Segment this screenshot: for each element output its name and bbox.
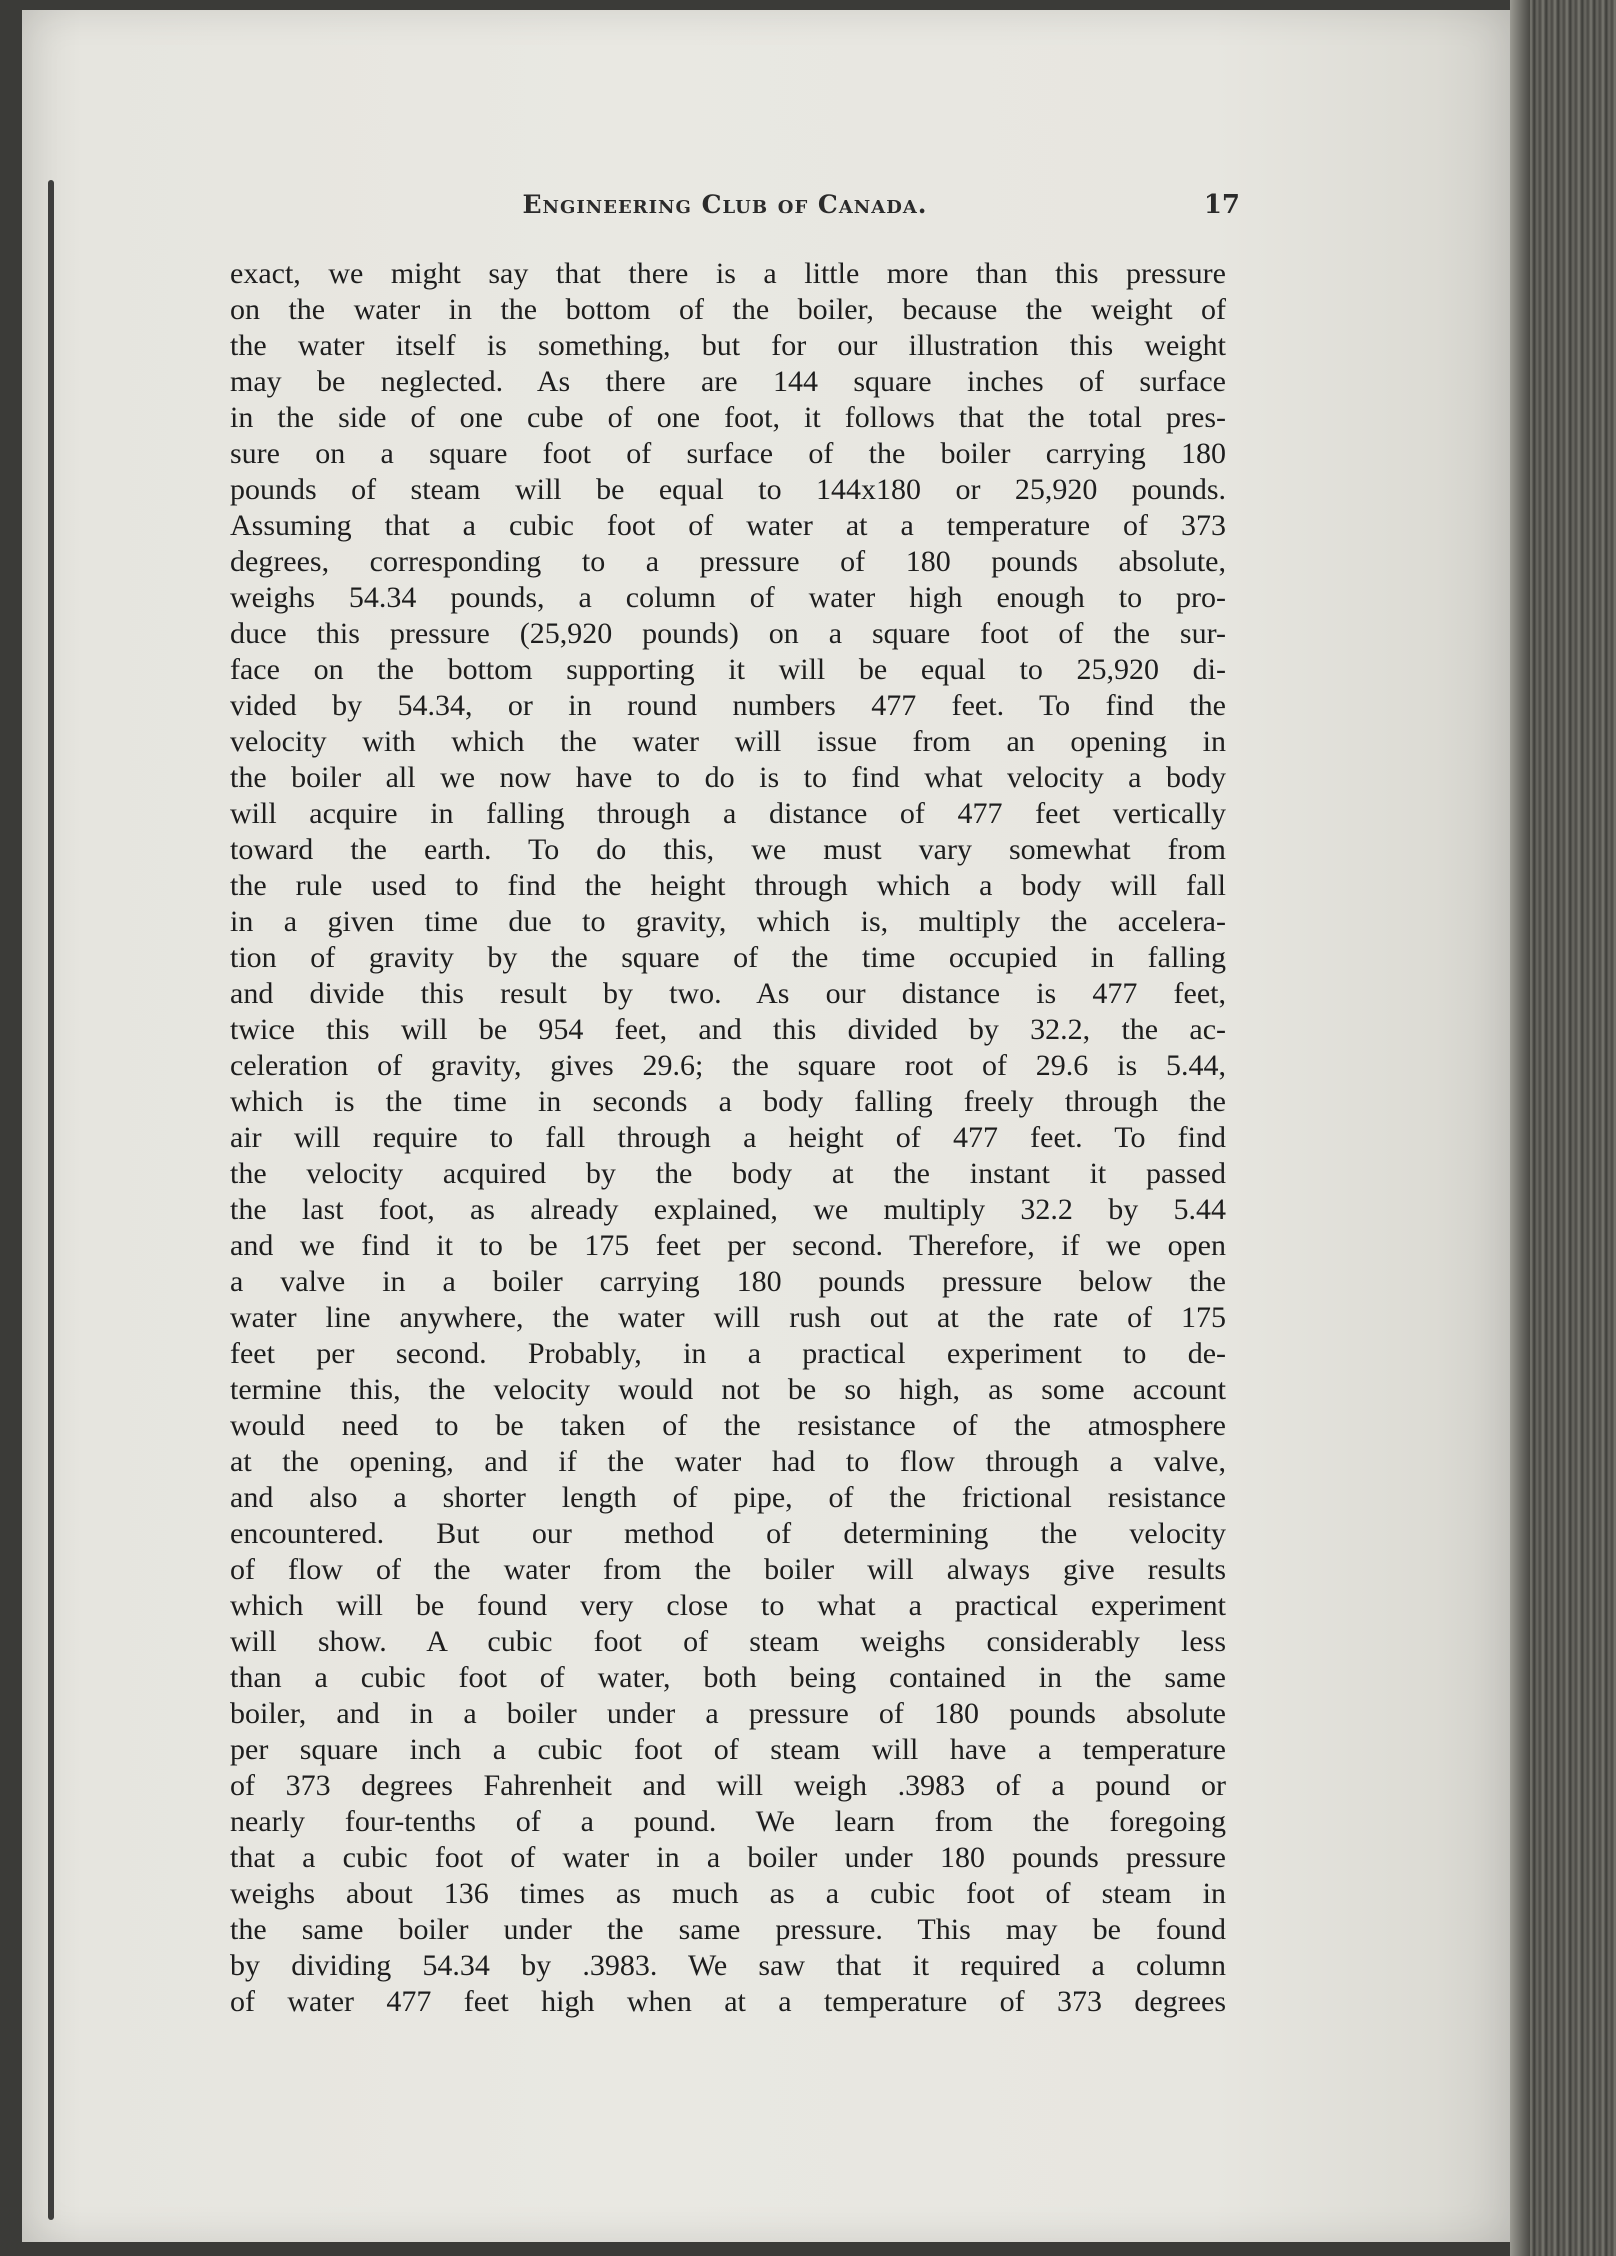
text-line: the water itself is something, but for our illustration this weight	[230, 329, 1226, 362]
text-line: velocity with which the water will issue from an opening in	[230, 725, 1226, 758]
text-line: which will be found very close to what a practical experiment	[230, 1589, 1226, 1622]
page-number: 17	[1203, 190, 1240, 220]
text-line: degrees, corresponding to a pressure of 180 pounds absolute,	[230, 545, 1226, 578]
text-line: sure on a square foot of surface of the boiler carrying 180	[230, 437, 1226, 470]
text-line: tion of gravity by the square of the time occupied in falling	[230, 941, 1226, 974]
text-line: per square inch a cubic foot of steam will have a temperature	[230, 1733, 1226, 1766]
text-line: of 373 degrees Fahrenheit and will weigh .3983 of a pound or	[230, 1769, 1226, 1802]
text-line: the same boiler under the same pressure. This may be found	[230, 1913, 1226, 1946]
text-line: the rule used to find the height through which a body will fall	[230, 869, 1226, 902]
text-line: the velocity acquired by the body at the instant it passed	[230, 1157, 1226, 1190]
text-line: feet per second. Probably, in a practical experiment to de-	[230, 1337, 1226, 1370]
text-line: by dividing 54.34 by .3983. We saw that it required a column	[230, 1949, 1226, 1982]
text-line: termine this, the velocity would not be so high, as some account	[230, 1373, 1226, 1406]
text-line: the boiler all we now have to do is to find what velocity a body	[230, 761, 1226, 794]
text-line: water line anywhere, the water will rush out at the rate of 175	[230, 1301, 1226, 1334]
text-line: than a cubic foot of water, both being contained in the same	[230, 1661, 1226, 1694]
text-line: and we find it to be 175 feet per second. Therefore, if we open	[230, 1229, 1226, 1262]
gutter-binding-edge	[48, 180, 54, 2220]
text-line: encountered. But our method of determining the velocity	[230, 1517, 1226, 1550]
text-line: nearly four-tenths of a pound. We learn from the foregoing	[230, 1805, 1226, 1838]
text-line: weighs about 136 times as much as a cubic foot of steam in	[230, 1877, 1226, 1910]
text-line: will acquire in falling through a distance of 477 feet vertically	[230, 797, 1226, 830]
text-line: of flow of the water from the boiler will always give results	[230, 1553, 1226, 1586]
text-line: toward the earth. To do this, we must vary somewhat from	[230, 833, 1226, 866]
text-line: and divide this result by two. As our distance is 477 feet,	[230, 977, 1226, 1010]
text-line: vided by 54.34, or in round numbers 477 feet. To find the	[230, 689, 1226, 722]
text-line: would need to be taken of the resistance of the atmosphere	[230, 1409, 1226, 1442]
text-line: that a cubic foot of water in a boiler under 180 pounds pressure	[230, 1841, 1226, 1874]
text-line: face on the bottom supporting it will be equal to 25,920 di-	[230, 653, 1226, 686]
text-line: in the side of one cube of one foot, it follows that the total pres-	[230, 401, 1226, 434]
text-line: exact, we might say that there is a little more than this pressure	[230, 257, 1226, 290]
text-line: weighs 54.34 pounds, a column of water high enough to pro-	[230, 581, 1226, 614]
text-line: and also a shorter length of pipe, of the frictional resistance	[230, 1481, 1226, 1514]
text-line: which is the time in seconds a body falling freely through the	[230, 1085, 1226, 1118]
text-line: of water 477 feet high when at a temperature of 373 degrees	[230, 1985, 1226, 2018]
running-title: Engineering Club of Canada.	[522, 190, 928, 219]
text-line: air will require to fall through a height of 477 feet. To find	[230, 1121, 1226, 1154]
text-line: will show. A cubic foot of steam weighs considerably less	[230, 1625, 1226, 1658]
book-fore-edge	[1510, 0, 1616, 2256]
body-text	[230, 256, 1226, 2020]
text-line: may be neglected. As there are 144 square inches of surface	[230, 365, 1226, 398]
text-line: on the water in the bottom of the boiler, because the weight of	[230, 293, 1226, 326]
text-line: duce this pressure (25,920 pounds) on a square foot of the sur-	[230, 617, 1226, 650]
text-line: celeration of gravity, gives 29.6; the square root of 29.6 is 5.44,	[230, 1049, 1226, 1082]
text-line: twice this will be 954 feet, and this divided by 32.2, the ac-	[230, 1013, 1226, 1046]
text-line: in a given time due to gravity, which is, multiply the accelera-	[230, 905, 1226, 938]
text-line: a valve in a boiler carrying 180 pounds pressure below the	[230, 1265, 1226, 1298]
running-head	[230, 190, 1240, 230]
text-line: at the opening, and if the water had to flow through a valve,	[230, 1445, 1226, 1478]
text-line: the last foot, as already explained, we multiply 32.2 by 5.44	[230, 1193, 1226, 1226]
text-line: pounds of steam will be equal to 144x180 or 25,920 pounds.	[230, 473, 1226, 506]
text-line: boiler, and in a boiler under a pressure of 180 pounds absolute	[230, 1697, 1226, 1730]
text-line: Assuming that a cubic foot of water at a temperature of 373	[230, 509, 1226, 542]
